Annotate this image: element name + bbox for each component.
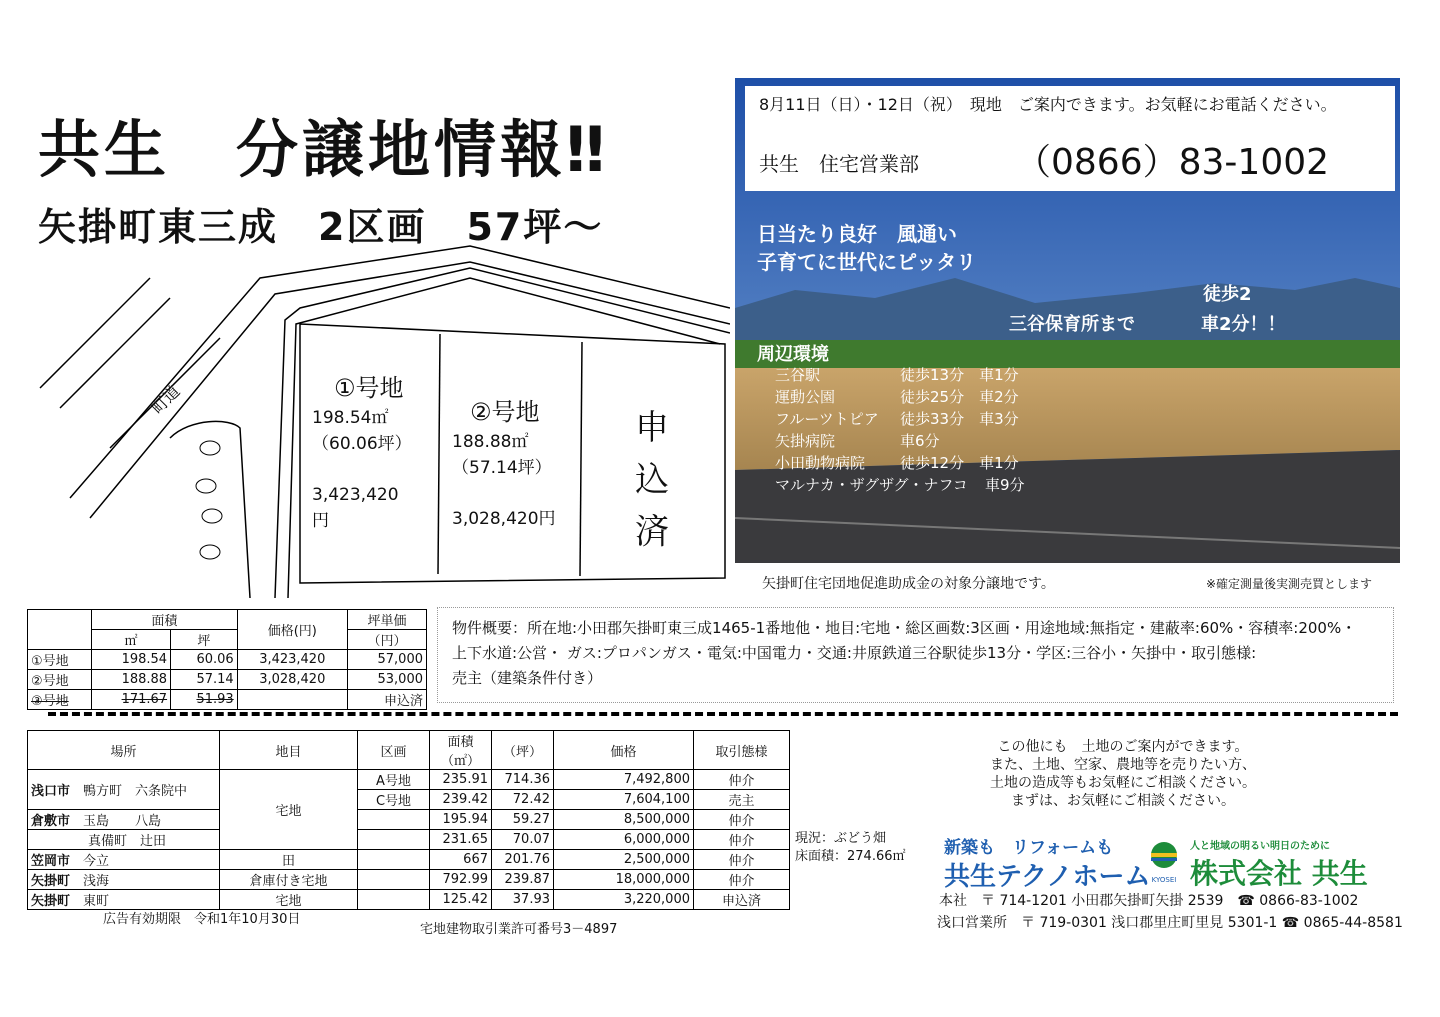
price-cell: 3,220,000	[554, 890, 694, 910]
price-cell: 3,423,420	[237, 650, 347, 670]
ad-validity: 広告有効期限 令和1年10月30日	[103, 912, 301, 927]
env-dist: 徒歩33分 車3分	[900, 410, 1019, 428]
overview-line: 物件概要：所在地:小田郡矢掛町東三成1465-1番地他・地目:宅地・総区画数:3区画・用途地域:無指定・建蔽率:60%・容積率:200%・	[452, 619, 1357, 637]
sales-dept: 共生 住宅営業部	[759, 152, 919, 176]
tsubo-cell: 51.93	[171, 690, 238, 710]
sqm-cell: 198.54	[92, 650, 171, 670]
header-sqm-unit: （㎡）	[440, 754, 480, 769]
lot-2-info	[452, 394, 556, 533]
table-row	[28, 670, 427, 690]
kyosei-mark-icon	[1146, 840, 1182, 884]
sqm-cell: 239.42	[430, 790, 492, 810]
page-subtitle: 矢掛町東三成 2区画 57坪～	[38, 205, 604, 249]
header-area: 面積	[447, 735, 474, 750]
table-row	[28, 810, 790, 830]
env-dist: 徒歩12分 車1分	[900, 454, 1019, 472]
env-dist: 徒歩13分 車1分	[900, 366, 1019, 384]
lot-map	[30, 238, 730, 608]
town: 玉島 八島	[83, 814, 162, 829]
header-place: 場所	[28, 731, 220, 770]
header-category: 地目	[220, 731, 358, 770]
sold-char: 済	[635, 512, 669, 552]
price-cell: 6,000,000	[554, 830, 694, 850]
sqm-cell: 171.67	[92, 690, 171, 710]
category-cell: 倉庫付き宅地	[220, 870, 358, 890]
header-area: 面積	[92, 610, 238, 630]
branch-address: 浅口営業所 〒 719-0301 浅口郡里庄町里見 5301-1 ☎ 0865-44-8581	[937, 915, 1403, 931]
kyosei-mark-text: KYOSEI	[1151, 876, 1177, 884]
sqm-cell: 188.88	[92, 670, 171, 690]
type-cell: 仲介	[694, 870, 790, 890]
hq-address: 本社 〒 714-1201 小田郡矢掛町矢掛 2539 ☎ 0866-83-1002	[939, 893, 1359, 909]
side-note-floor: 床面積：274.66㎡	[795, 849, 906, 864]
header-tsubo: 坪	[171, 630, 238, 650]
price-cell: 7,492,800	[554, 770, 694, 790]
env-name: 矢掛病院	[775, 432, 836, 450]
place-cell	[28, 890, 220, 910]
other-land-table	[27, 730, 790, 910]
table-header-row	[28, 610, 427, 630]
town: 鴨方町 六条院中	[83, 784, 188, 799]
lot-cell	[358, 870, 430, 890]
lot-cell	[358, 830, 430, 850]
tsubo-cell: 59.27	[492, 810, 554, 830]
tsubo-cell: 201.76	[492, 850, 554, 870]
brand-slogan: 新築も リフォームも	[944, 838, 1114, 858]
env-item	[775, 474, 1025, 496]
env-name: 運動公園	[775, 388, 836, 406]
lot-cell: A号地	[358, 770, 430, 790]
price-cell: 2,500,000	[554, 850, 694, 870]
env-list	[775, 364, 1025, 496]
header-price: 価格(円)	[237, 610, 347, 650]
type-cell: 仲介	[694, 850, 790, 870]
env-name: フルーツトピア	[775, 410, 879, 428]
tsubo-cell: 60.06	[171, 650, 238, 670]
category-cell: 宅地	[220, 890, 358, 910]
tsubo-cell: 70.07	[492, 830, 554, 850]
category-cell: 宅地	[220, 770, 358, 850]
env-dist: 車6分	[900, 432, 940, 450]
techno-home-logo	[944, 833, 1150, 893]
price-cell	[237, 690, 347, 710]
env-dist: 車9分	[985, 476, 1025, 494]
type-cell: 申込済	[694, 890, 790, 910]
page-title: 共生 分譲地情報‼	[38, 113, 609, 186]
price-cell: 18,000,000	[554, 870, 694, 890]
license-number: 宅地建物取引業許可番号3－4897	[420, 922, 618, 937]
header-lot: 区画	[358, 731, 430, 770]
unit-cell: 申込済	[347, 690, 426, 710]
table-row	[28, 850, 790, 870]
site-photo-panel	[735, 78, 1400, 563]
sqm-cell: 667	[430, 850, 492, 870]
other-info-line: この他にも 土地のご案内ができます。	[997, 739, 1249, 755]
header-sqm: ㎡	[92, 630, 171, 650]
lot-1-price: 3,423,420	[312, 485, 399, 505]
table-row	[28, 650, 427, 670]
tsubo-cell: 239.87	[492, 870, 554, 890]
other-info	[990, 738, 1256, 810]
place-cell	[28, 810, 220, 830]
lot-cell	[358, 890, 430, 910]
sqm-cell: 195.94	[430, 810, 492, 830]
header-tsubo: （坪）	[492, 731, 554, 770]
brand-company: 株式会社 共生	[1190, 857, 1368, 890]
place-cell	[28, 870, 220, 890]
lot-1-info	[312, 370, 412, 534]
lot-cell	[358, 810, 430, 830]
lot-1-name: ①号地	[334, 374, 404, 402]
table-corner-cell	[28, 610, 92, 650]
land-side-note	[795, 830, 906, 866]
env-name: 三谷駅	[775, 366, 821, 384]
subsidy-caption: 矢掛町住宅団地促進助成金の対象分譲地です。	[762, 576, 1055, 592]
road-label: 町道	[147, 381, 184, 418]
overview-line: 上下水道:公営・ ガス:プロパンガス・電気:中国電力・交通:井原鉄道三谷駅徒歩13分・学区:三谷小・矢掛中・取引態様:	[452, 644, 1257, 662]
lot-cell	[358, 850, 430, 870]
lot-price-table	[27, 609, 427, 710]
env-item	[775, 452, 1025, 474]
kyosei-company-logo	[1190, 837, 1368, 892]
place-cell	[28, 770, 220, 810]
sold-char: 申	[635, 408, 669, 448]
nursery-car: 車2分！！	[1201, 314, 1286, 335]
city: 浅口市	[31, 784, 71, 799]
lot-1-yen: 円	[312, 510, 329, 531]
catch-line-1: 日当たり良好 風通い	[757, 222, 957, 246]
kyosei-mark-svg	[1146, 840, 1182, 876]
tsubo-cell: 72.42	[492, 790, 554, 810]
tsubo-cell: 57.14	[171, 670, 238, 690]
dashed-divider	[48, 712, 1398, 716]
open-house-line: 8月11日（日）・12日（祝） 現地 ご案内できます。お気軽にお電話ください。	[759, 95, 1337, 114]
type-cell: 仲介	[694, 810, 790, 830]
town: 浅海	[83, 874, 110, 889]
other-info-line: また、土地、空家、農地等を売りたい方、	[990, 757, 1256, 773]
overview-line: 売主（建築条件付き）	[452, 669, 603, 687]
city: 矢掛町	[31, 874, 71, 889]
brand-tagline: 人と地域の明るい明日のために	[1190, 841, 1330, 852]
lot-2-tsubo: （57.14坪）	[452, 457, 552, 478]
city: 笠岡市	[31, 854, 71, 869]
sqm-cell: 231.65	[430, 830, 492, 850]
brand-techno: 共生テクノホーム	[944, 862, 1151, 892]
town: 東町	[83, 894, 110, 909]
env-title: 周辺環境	[757, 344, 829, 365]
nursery-label: 三谷保育所まで	[1009, 314, 1135, 335]
env-name: マルナカ・ザグザグ・ナフコ	[775, 476, 968, 494]
phone-number[interactable]: （0866）83-1002	[1015, 142, 1330, 183]
city: 矢掛町	[31, 894, 71, 909]
tsubo-cell: 37.93	[492, 890, 554, 910]
table-row	[28, 770, 790, 790]
header-sqm	[430, 731, 492, 770]
catch-line-2: 子育てに世代にピッタリ	[757, 250, 977, 274]
table-row	[28, 830, 790, 850]
tsubo-cell: 714.36	[492, 770, 554, 790]
type-cell: 売主	[694, 790, 790, 810]
type-cell: 仲介	[694, 770, 790, 790]
company-address	[937, 890, 1403, 934]
town: 今立	[83, 854, 110, 869]
env-item	[775, 386, 1025, 408]
price-cell: 7,604,100	[554, 790, 694, 810]
env-item	[775, 408, 1025, 430]
env-dist: 徒歩25分 車2分	[900, 388, 1019, 406]
lot-2-name: ②号地	[470, 398, 540, 426]
header-price: 価格	[554, 731, 694, 770]
lot-3-sold-label	[622, 402, 682, 558]
category-cell: 田	[220, 850, 358, 870]
lot-2-price: 3,028,420円	[452, 509, 556, 529]
walk-label: 徒歩2	[1203, 284, 1252, 305]
city: 倉敷市	[31, 814, 71, 829]
place-cell	[28, 850, 220, 870]
table-row	[28, 690, 427, 710]
lot-cell: ③号地	[28, 690, 92, 710]
lot-2-area: 188.88㎡	[452, 432, 529, 452]
sqm-cell: 235.91	[430, 770, 492, 790]
env-name: 小田動物病院	[775, 454, 866, 472]
contact-box	[745, 86, 1395, 191]
place-cell: 真備町 辻田	[28, 830, 220, 850]
other-info-line: まずは、お気軽にご相談ください。	[1011, 793, 1235, 809]
lot-cell: C号地	[358, 790, 430, 810]
price-cell: 8,500,000	[554, 810, 694, 830]
sqm-cell: 125.42	[430, 890, 492, 910]
table-row	[28, 890, 790, 910]
survey-note: ※確定測量後実測売買とします	[1206, 577, 1373, 591]
lot-cell: ②号地	[28, 670, 92, 690]
env-item	[775, 364, 1025, 386]
type-cell: 仲介	[694, 830, 790, 850]
lot-cell: ①号地	[28, 650, 92, 670]
other-info-line: 土地の造成等もお気軽にご相談ください。	[990, 775, 1256, 791]
table-header-row	[28, 731, 790, 770]
header-unit: 坪単価	[347, 610, 426, 630]
header-type: 取引態様	[694, 731, 790, 770]
property-overview	[437, 607, 1394, 703]
sqm-cell: 792.99	[430, 870, 492, 890]
table-row	[28, 870, 790, 890]
side-note-current: 現況：ぶどう畑	[795, 831, 887, 846]
unit-cell: 53,000	[347, 670, 426, 690]
lot-1-area: 198.54㎡	[312, 408, 389, 428]
sold-char: 込	[635, 460, 669, 500]
lot-1-tsubo: （60.06坪）	[312, 433, 412, 454]
price-cell: 3,028,420	[237, 670, 347, 690]
header-unit-yen: （円）	[347, 630, 426, 650]
env-item	[775, 430, 1025, 452]
unit-cell: 57,000	[347, 650, 426, 670]
